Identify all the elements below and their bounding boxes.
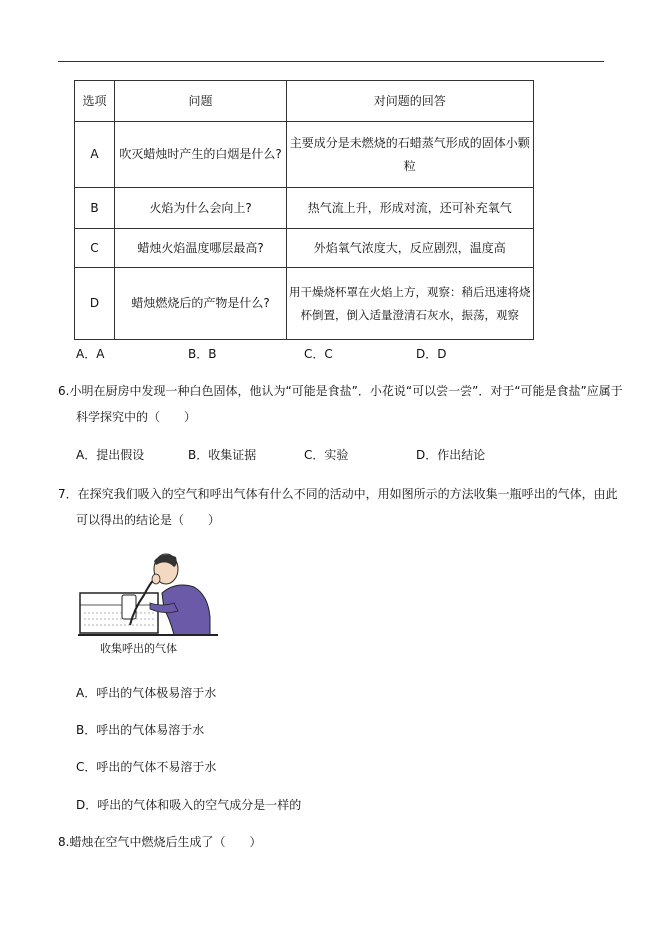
row-question: 吹灭蜡烛时产生的白烟是什么? — [115, 122, 287, 188]
q8-stem-line1: 8.蜡烛在空气中燃烧后生成了（ ） — [58, 835, 262, 849]
q6-choice-c[interactable]: C．实验 — [304, 448, 349, 462]
q6-choice-a[interactable]: A．提出假设 — [76, 448, 145, 462]
table-row — [75, 268, 534, 340]
row-question: 蜡烛火焰温度哪层最高? — [115, 229, 287, 268]
q7-choice-d[interactable]: D．呼出的气体和吸入的空气成分是一样的 — [76, 798, 302, 812]
q7-choice-b[interactable]: B．呼出的气体易溶于水 — [76, 723, 205, 737]
q7-choice-a[interactable]: A．呼出的气体极易溶于水 — [76, 686, 217, 700]
choice-d[interactable]: D．D — [416, 347, 447, 361]
gas-collection-figure — [78, 547, 218, 660]
row-answer: 外焰氧气浓度大，反应剧烈，温度高 — [287, 229, 534, 268]
q6-stem-line2: 科学探究中的（ ） — [76, 410, 197, 424]
choice-c[interactable]: C．C — [304, 347, 333, 361]
header-question: 问题 — [115, 81, 287, 122]
question-table — [74, 80, 534, 340]
row-option: A — [75, 122, 115, 188]
row-answer: 主要成分是未燃烧的石蜡蒸气形成的固体小颗 粒 — [287, 122, 534, 188]
row-option: B — [75, 188, 115, 229]
choice-b[interactable]: B．B — [188, 347, 217, 361]
row-option: D — [75, 268, 115, 340]
table-row — [75, 188, 534, 229]
header-rule — [58, 61, 604, 62]
header-option: 选项 — [75, 81, 115, 122]
row-question: 火焰为什么会向上? — [115, 188, 287, 229]
header-answer: 对问题的回答 — [287, 81, 534, 122]
table-row — [75, 122, 534, 188]
q7-stem-line2: 可以得出的结论是（ ） — [76, 513, 221, 527]
q6-choice-b[interactable]: B．收集证据 — [188, 448, 257, 462]
q7-choice-c[interactable]: C．呼出的气体不易溶于水 — [76, 760, 217, 774]
q6-stem-line1: 6.小明在厨房中发现一种白色固体，他认为“可能是食盐”．小花说“可以尝一尝”．对于“可能是食盐”应属于 — [58, 384, 623, 398]
q7-stem-line1: 7．在探究我们吸入的空气和呼出气体有什么不同的活动中，用如图所示的方法收集一瓶呼出的气体，由此 — [58, 487, 618, 501]
table-row — [75, 229, 534, 268]
row-answer: 用干燥烧杯罩在火焰上方，观察：稍后迅速将烧 杯倒置，倒入适量澄清石灰水，振荡，观察 — [287, 268, 534, 340]
row-option: C — [75, 229, 115, 268]
q6-choice-d[interactable]: D．作出结论 — [416, 448, 486, 462]
row-answer: 热气流上升，形成对流，还可补充氧气 — [287, 188, 534, 229]
choice-a[interactable]: A．A — [76, 347, 105, 361]
water-trough — [80, 593, 158, 633]
table-header-row — [75, 81, 534, 122]
row-question: 蜡烛燃烧后的产物是什么? — [115, 268, 287, 340]
figure-caption: 收集呼出的气体 — [100, 642, 177, 655]
